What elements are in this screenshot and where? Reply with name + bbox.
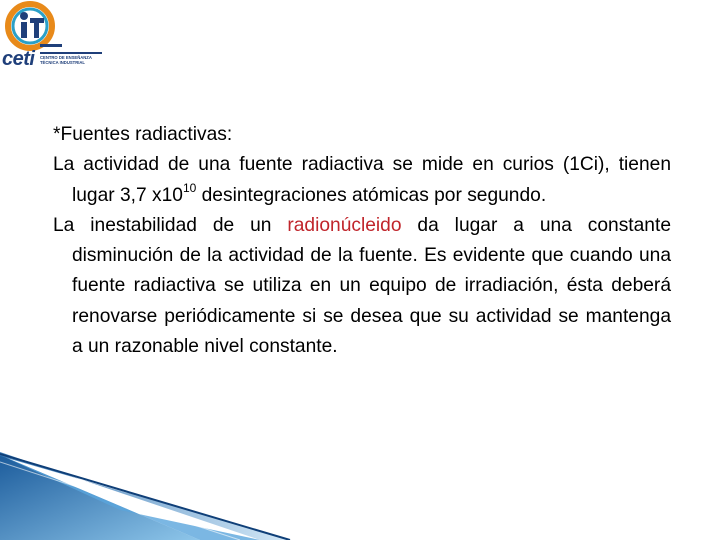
highlighted-term: radionúcleido	[287, 214, 402, 236]
exponent: 10	[182, 180, 197, 195]
logo-wordmark: ceti	[2, 48, 35, 70]
paragraph-instability	[53, 211, 671, 362]
logo-subtitle	[40, 55, 106, 65]
paragraph-activity-text: La actividad de una fuente radiactiva se mide en curios (1Ci), tienen lugar 3,7 x10	[53, 154, 671, 206]
ceti-logo-emblem	[0, 0, 62, 52]
logo-subtitle-line2: TÉCNICA INDUSTRIAL	[40, 60, 85, 65]
section-heading: *Fuentes radiactivas:	[53, 124, 233, 145]
ceti-logo	[0, 0, 110, 72]
slide-body	[53, 120, 671, 362]
paragraph-instability-text: La inestabilidad de un	[53, 214, 288, 236]
paragraph-activity	[53, 150, 671, 211]
paragraph-activity-text-end: desintegraciones atómicas por segundo.	[196, 184, 547, 206]
logo-divider	[40, 52, 102, 54]
logo-subtitle-line1: CENTRO DE ENSEÑANZA	[40, 55, 92, 60]
paragraph-instability-text-end: da lugar a una constante disminución de la actividad de la fuente. Es evidente que cuando una fuente radiactiva se utiliza en un equipo de irradiación, ésta deberá renovarse periódicamente si se desea que su actividad se mantenga a un razonable nivel constante.	[72, 214, 671, 358]
corner-decoration	[0, 440, 720, 540]
